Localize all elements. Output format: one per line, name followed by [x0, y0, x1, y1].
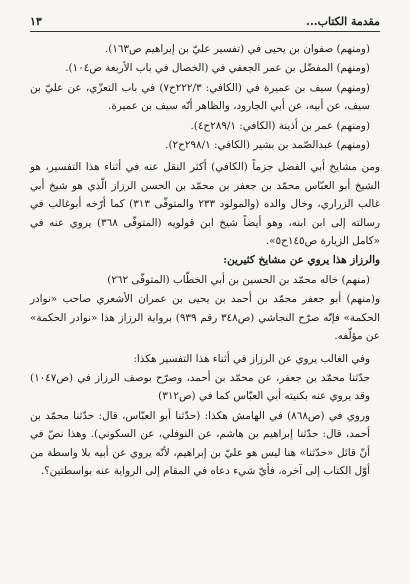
paragraph: وروي في (ص٨٦٨) في الهامش هكذا: (حدّثنا أبو العبّاس، قال: حدّثنا محمّد بن أحمد، قال: حدّثنا إبراهيم بن هاشم، عن النوفلي، عن السكوني). وهذا نصّ في أنّ قائل «حدّثنا» هنا ليس هو عليّ بن إبراهيم، لأنّه يروي عن أبيه بلا واسطة من أوّل الكتاب إلى آخره، فأيّ شيء دعاه في المقام إلى الرواية عنه بواسطتين؟. [30, 409, 370, 477]
paragraph: و(منهم) أبو جعفر محمّد بن أحمد بن يحيى بن عمران الأشعري صاحب «نوادر الحكمة» فإنّه صرّح النجاشي (ص٣٤٨ رقم ٩٣٩) برواية الرزاز هذا «نوادر الحكمة» عن مؤلّفه. [30, 293, 380, 343]
running-header [30, 10, 380, 28]
page-body [30, 40, 380, 480]
paragraph: (ومنهم) صفوان بن يحيى في (تفسير عليّ بن إبراهيم ص١٦٣). [104, 43, 370, 55]
paragraph: (ومنهم) سيف بن عميرة في (الكافي: ٢٢٢/٣ح٧) في باب التعزّي، عن عليّ بن سيف، عن أبيه، عن أبي الجارود، والظاهر أنّه سيف بن عميرة. [30, 81, 370, 113]
paragraph: ومن مشايخ أبي الفضل جزماً (الكافي) أكثر النقل عنه في أثناء هذا التفسير، هو الشيخ أبو العبّاس محمّد بن جعفر بن محمّد بن الحسن الرزاز الّذي هو شيخ أبي غالب الزراري، وخال والده (والمولود ٢٣٣ والمتوفّى ٣١٣) كما أرّخه أبوغالب في رسالته إلى ابن ابنه، وهو أيضاً شيخ ابن قولويه (المتوفّى ٣٦٨) يروي عنه في «كامل الزيارة ص١٤٥ح٥». [30, 161, 380, 248]
paragraph: (منهم) خاله محمّد بن الحسين بن أبي الخطّاب (المتوفّى ٢٦٢) [107, 273, 370, 286]
chapter-title: مقدمة الكتاب... [306, 15, 380, 28]
paragraph: (ومنهم) عبدالصّمد بن بشير (الكافي: ٢٩٨/١ح٢). [165, 139, 370, 152]
page-number: ١٣ [30, 15, 42, 28]
paragraph: (ومنهم) عمر بن أذينة (الكافي: ٢٨٩/١ح٤). [190, 119, 370, 132]
paragraph: حدّثنا محمّد بن جعفر، عن محمّد بن أحمد، وصرّح بوصف الرزاز في (ص١٠٤٧) وقد يروي عنه بكنيته أبي العبّاس كما في (ص٣١٢) [30, 371, 370, 403]
paragraph: وفي الغالب يروي عن الرزاز في أثناء هذا التفسير هكذا: [133, 352, 370, 365]
section-heading: والرزاز هذا يروي عن مشايخ كثيرين: [223, 254, 380, 267]
header-rule [30, 31, 380, 32]
paragraph: (ومنهم) المفضّل بن عمر الجعفي في (الخصال في باب الأربعة ص١٠٤). [65, 62, 370, 75]
